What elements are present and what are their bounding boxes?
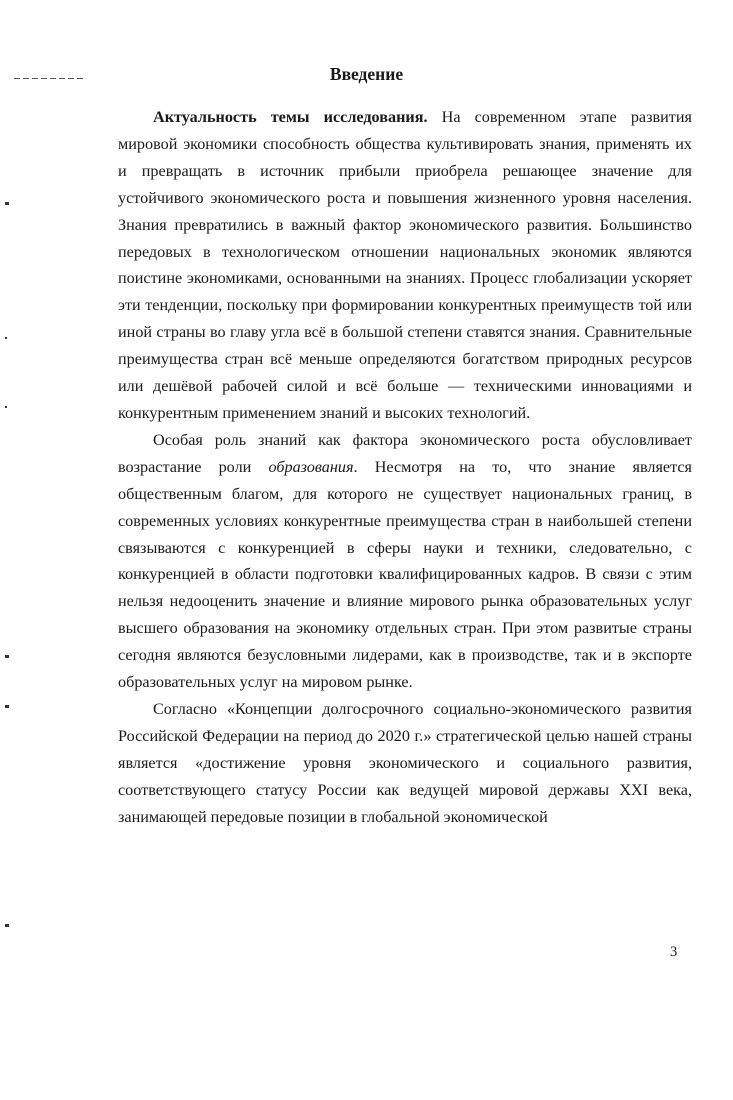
paragraph-3 xyxy=(118,696,692,831)
scan-artifact-mark xyxy=(5,924,9,927)
paragraph-2 xyxy=(118,427,692,696)
page-number: 3 xyxy=(670,944,678,960)
paragraph-1 xyxy=(118,104,692,427)
paragraph-text: Особая роль знаний как фактора экономического роста обусловливает возрастание роли xyxy=(118,430,692,476)
paragraph-text: На современном этапе развития мировой экономики способность общества культивировать знания, применять их и превращать в источник прибыли приобрела решающее значение для устойчивого экономического роста и повышения жизненного уровня населения. Знания превратились в важный фактор экономического развития. Большинство передовых в технологическом отношении национальных экономик являются поистине экономиками, основанными на знаниях. Процесс глобализации ускоряет эти тенденции, поскольку при формировании конкурентных преимуществ той или иной страны во главу угла всё в большой степени ставятся знания. Сравнительные преимущества стран всё меньше определяются богатством природных ресурсов или дешёвой рабочей силой и всё больше — техническими инновациями и конкурентным применением знаний и высоких технологий. xyxy=(118,108,692,422)
scan-artifact-mark xyxy=(5,406,7,408)
paragraph-text: . Несмотря на то, что знание является общественным благом, для которого не существует национальных границ, в современных условиях конкурентные преимущества стран в наибольшей степени связываются с конкуренцией в сферы науки и техники, следовательно, с конкуренцией в области подготовки квалифицированных кадров. В связи с этим нельзя недооценить значение и влияние мирового рынка образовательных услуг высшего образования на экономику отдельных стран. При этом развитые страны сегодня являются безусловными лидерами, как в производстве, так и в экспорте образовательных услуг на мировом рынке. xyxy=(118,457,692,692)
page-title: Введение xyxy=(329,64,404,84)
scan-artifact-mark xyxy=(5,655,9,658)
scan-artifact-mark xyxy=(5,337,7,339)
paragraph-text: Согласно «Концепции долгосрочного социально-экономического развития Российской Федерации на период до 2020 г.» стратегической целью нашей страны является «достижение уровня экономического и социального развития, соответствующего статусу России как ведущей мировой державы XXI века, занимающей передовые позиции в глобальной экономической xyxy=(118,699,692,826)
paragraph-lead: Актуальность темы исследования. xyxy=(153,108,428,126)
body-text xyxy=(118,104,692,830)
emphasis-text: образования xyxy=(268,457,354,476)
scan-artifact-mark xyxy=(5,202,9,205)
scan-artifact-mark xyxy=(5,705,9,708)
